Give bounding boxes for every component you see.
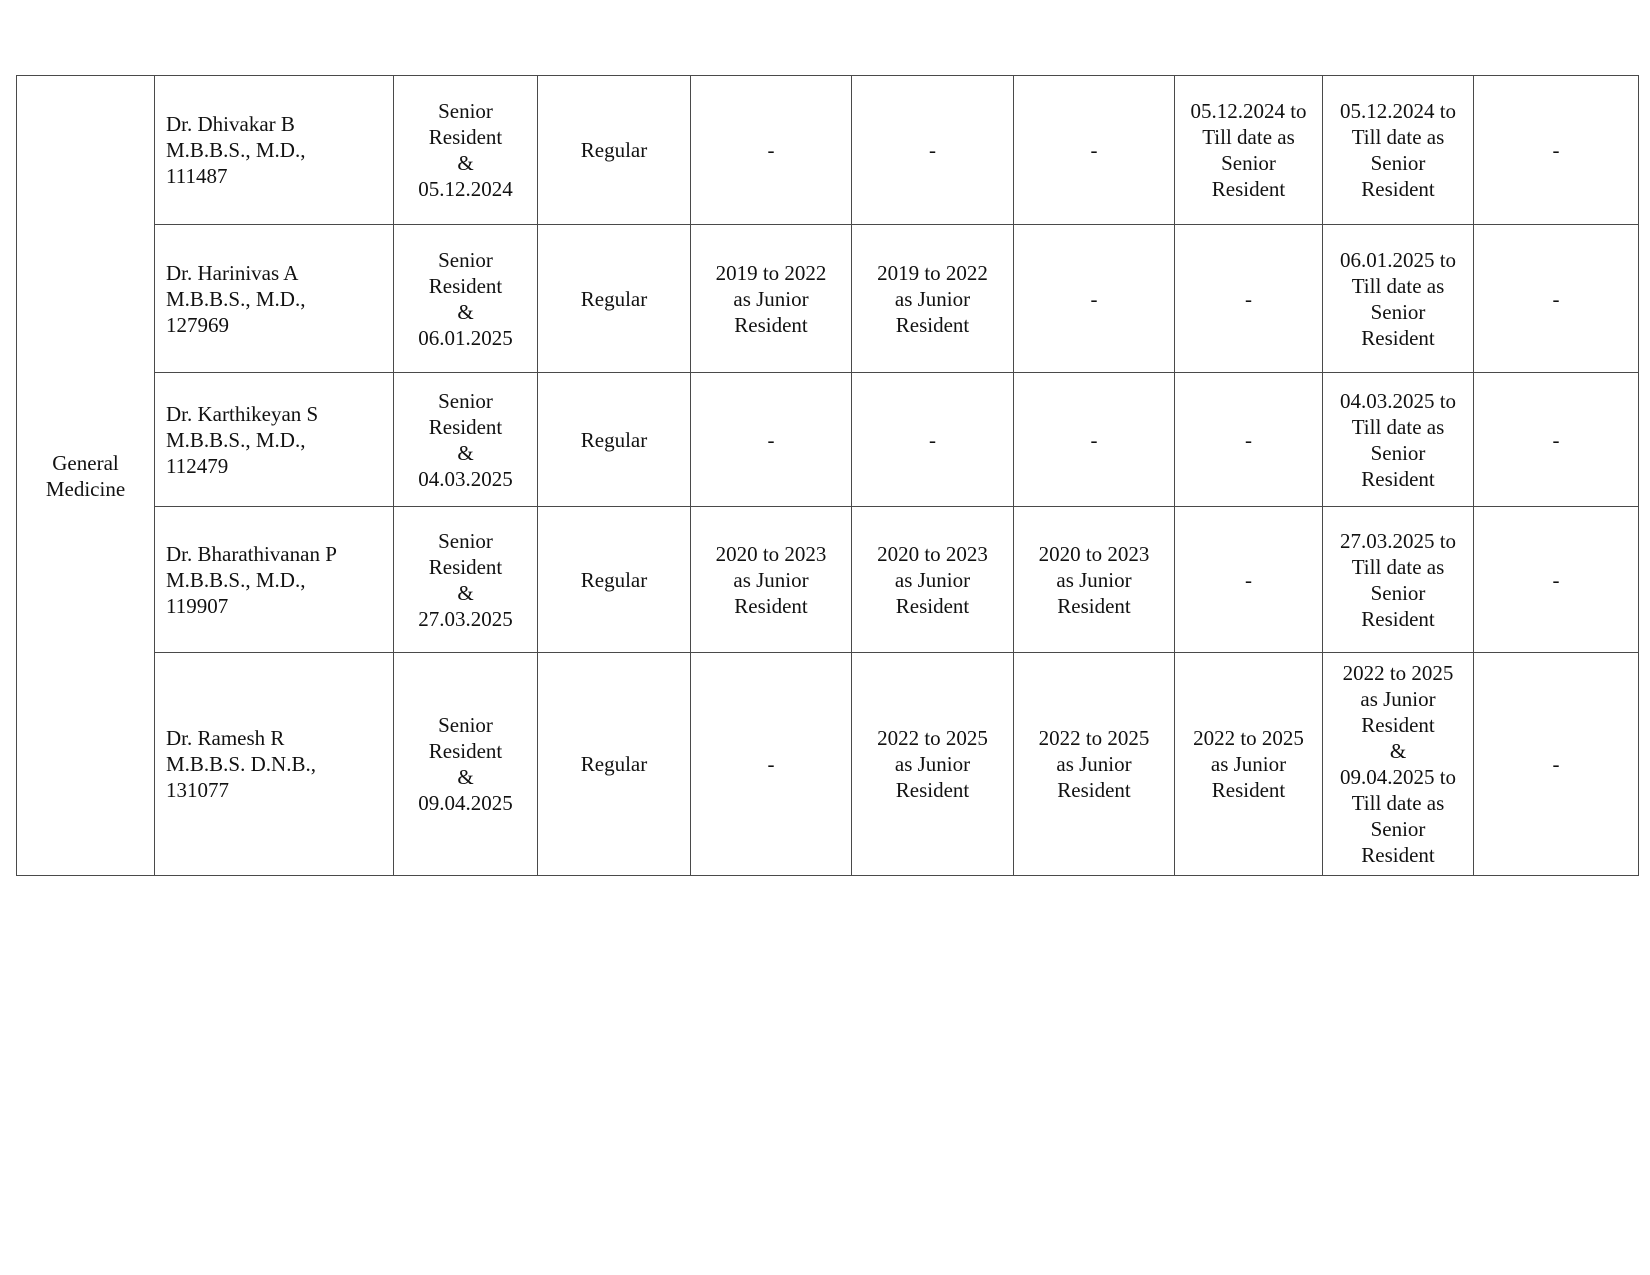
table-row bbox=[17, 507, 1639, 653]
experience-cell: - bbox=[852, 76, 1014, 225]
nature-cell: Regular bbox=[538, 507, 691, 653]
nature-cell: Regular bbox=[538, 373, 691, 507]
nature-cell: Regular bbox=[538, 76, 691, 225]
experience-cell: - bbox=[1175, 373, 1323, 507]
experience-cell: 05.12.2024 to Till date as Senior Resident bbox=[1323, 76, 1474, 225]
experience-cell: 27.03.2025 to Till date as Senior Resident bbox=[1323, 507, 1474, 653]
experience-cell: - bbox=[691, 373, 852, 507]
table-row bbox=[17, 373, 1639, 507]
experience-cell: - bbox=[1014, 76, 1175, 225]
nature-cell: Regular bbox=[538, 653, 691, 876]
experience-cell: 2022 to 2025 as Junior Resident bbox=[852, 653, 1014, 876]
experience-cell: - bbox=[691, 653, 852, 876]
experience-cell: - bbox=[1014, 225, 1175, 373]
doctor-name-cell: Dr. Dhivakar B M.B.B.S., M.D., 111487 bbox=[155, 76, 394, 225]
experience-cell: - bbox=[1175, 225, 1323, 373]
experience-cell: 2020 to 2023 as Junior Resident bbox=[691, 507, 852, 653]
experience-cell: 2019 to 2022 as Junior Resident bbox=[852, 225, 1014, 373]
department-cell: General Medicine bbox=[17, 76, 155, 876]
experience-cell: 2019 to 2022 as Junior Resident bbox=[691, 225, 852, 373]
experience-cell: 04.03.2025 to Till date as Senior Resident bbox=[1323, 373, 1474, 507]
remarks-cell: - bbox=[1474, 373, 1639, 507]
experience-cell: 06.01.2025 to Till date as Senior Resident bbox=[1323, 225, 1474, 373]
doctor-name-cell: Dr. Harinivas A M.B.B.S., M.D., 127969 bbox=[155, 225, 394, 373]
experience-cell: - bbox=[852, 373, 1014, 507]
experience-cell: 2022 to 2025 as Junior Resident & 09.04.2025 to Till date as Senior Resident bbox=[1323, 653, 1474, 876]
experience-cell: 2020 to 2023 as Junior Resident bbox=[852, 507, 1014, 653]
experience-cell: - bbox=[1014, 373, 1175, 507]
table-row bbox=[17, 653, 1639, 876]
table-row bbox=[17, 225, 1639, 373]
experience-cell: 05.12.2024 to Till date as Senior Resident bbox=[1175, 76, 1323, 225]
doctor-name-cell: Dr. Ramesh R M.B.B.S. D.N.B., 131077 bbox=[155, 653, 394, 876]
faculty-table bbox=[16, 75, 1639, 876]
designation-cell: Senior Resident & 27.03.2025 bbox=[394, 507, 538, 653]
table-row bbox=[17, 76, 1639, 225]
designation-cell: Senior Resident & 05.12.2024 bbox=[394, 76, 538, 225]
designation-cell: Senior Resident & 09.04.2025 bbox=[394, 653, 538, 876]
designation-cell: Senior Resident & 04.03.2025 bbox=[394, 373, 538, 507]
experience-cell: - bbox=[691, 76, 852, 225]
remarks-cell: - bbox=[1474, 225, 1639, 373]
doctor-name-cell: Dr. Karthikeyan S M.B.B.S., M.D., 112479 bbox=[155, 373, 394, 507]
experience-cell: 2020 to 2023 as Junior Resident bbox=[1014, 507, 1175, 653]
remarks-cell: - bbox=[1474, 507, 1639, 653]
experience-cell: - bbox=[1175, 507, 1323, 653]
experience-cell: 2022 to 2025 as Junior Resident bbox=[1175, 653, 1323, 876]
designation-cell: Senior Resident & 06.01.2025 bbox=[394, 225, 538, 373]
doctor-name-cell: Dr. Bharathivanan P M.B.B.S., M.D., 119907 bbox=[155, 507, 394, 653]
remarks-cell: - bbox=[1474, 653, 1639, 876]
nature-cell: Regular bbox=[538, 225, 691, 373]
experience-cell: 2022 to 2025 as Junior Resident bbox=[1014, 653, 1175, 876]
remarks-cell: - bbox=[1474, 76, 1639, 225]
